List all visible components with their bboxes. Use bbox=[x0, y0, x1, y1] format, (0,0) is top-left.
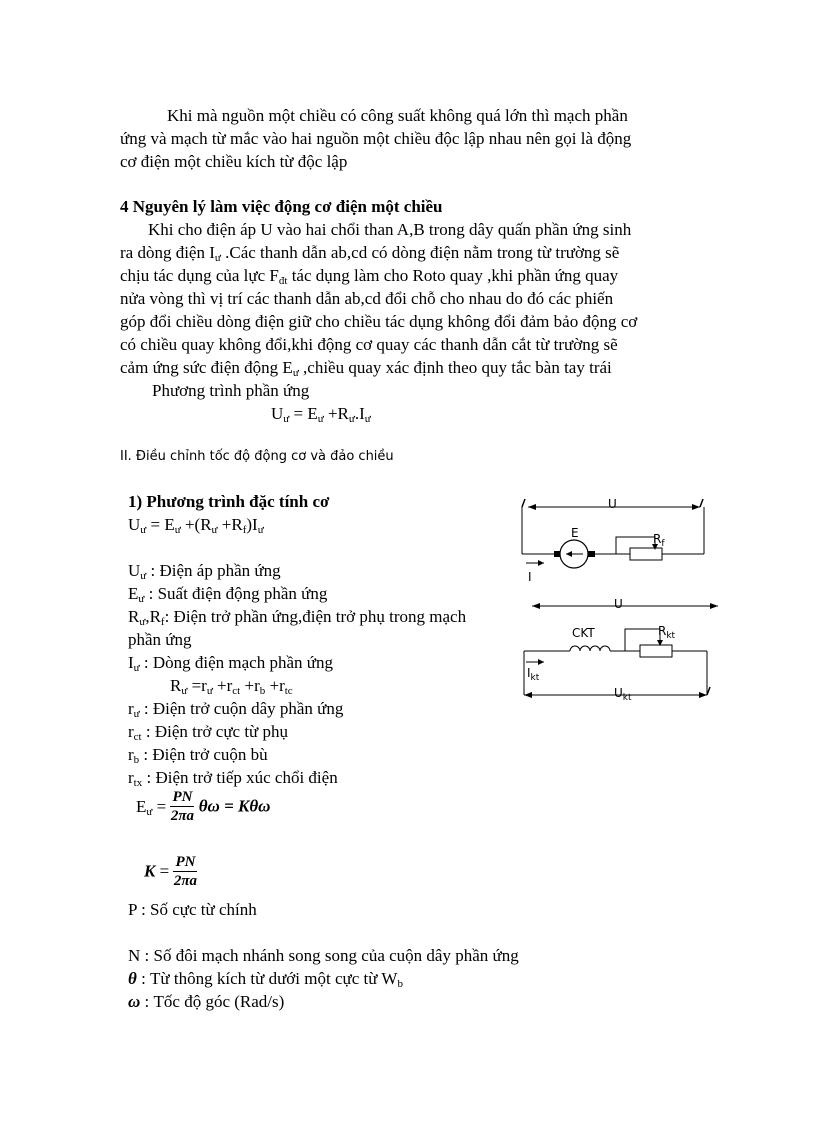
s4-line-7: cảm ứng sức điện động $E_ư$ ,chiều quay xác định theo quy tắc bàn tay trái bbox=[120, 358, 612, 379]
def-e: $E_ư$ : Suất điện động phần ứng bbox=[128, 584, 328, 605]
def-rct: $r_{ct}$ : Điện trở cực từ phụ bbox=[128, 722, 289, 743]
rf-resistor bbox=[630, 548, 662, 560]
s4-line-4: nửa vòng thì vị trí các thanh dẫn ab,cd đổi chỗ cho nhau do đó các phiến bbox=[120, 289, 614, 308]
intro-line-1: Khi mà nguồn một chiều có công suất không quá lớn thì mạch phần bbox=[167, 106, 628, 125]
emf-formula: $E_ư$ = $\frac{PN}{2\pi a}$ θω = Kθω bbox=[136, 789, 271, 824]
rf-label: $R_f$ bbox=[653, 532, 665, 549]
intro-line-2: ứng và mạch từ mắc vào hai nguồn một chiều độc lập nhau nên gọi là động bbox=[120, 129, 632, 148]
emf-label: E bbox=[571, 526, 579, 540]
def-u: $U_ư$ : Điện áp phần ứng bbox=[128, 561, 281, 582]
def-p: P : Số cực từ chính bbox=[128, 900, 257, 919]
ikt-label: $I_{kt}$ bbox=[527, 666, 540, 683]
def-n: N : Số đôi mạch nhánh song song của cuộn dây phần ứng bbox=[128, 946, 519, 965]
ckt-label: CKT bbox=[572, 626, 595, 640]
s4-line-2: ra dòng điện $I_ư$ .Các thanh dẫn ab,cd có dòng điện nằm trong từ trường sẽ bbox=[120, 243, 620, 264]
s4-line-6: có chiều quay không đổi,khi động cơ quay các thanh dẫn cắt từ trường sẽ bbox=[120, 335, 618, 354]
rkt-resistor bbox=[640, 645, 672, 657]
def-i: $I_ư$ : Dòng điện mạch phần ứng bbox=[128, 653, 333, 674]
def-rb: $r_b$ : Điện trở cuộn bù bbox=[128, 745, 268, 766]
ukt-label: $U_{kt}$ bbox=[614, 686, 632, 703]
def-theta: θ : Từ thông kích từ dưới một cực từ $W_b$ bbox=[128, 969, 403, 990]
armature-equation: $U_ư = E_ư +R_ư.I_ư$ bbox=[271, 404, 371, 425]
section4-heading: 4 Nguyên lý làm việc động cơ điện một chiều bbox=[120, 197, 443, 216]
field-coil-icon bbox=[570, 646, 610, 651]
def-ru: $r_ư$ : Điện trở cuộn dây phần ứng bbox=[128, 699, 344, 720]
motor-circuit-diagram bbox=[510, 495, 725, 710]
brush-right bbox=[588, 551, 595, 557]
def-omega: ω : Tốc độ góc (Rad/s) bbox=[128, 992, 285, 1011]
mech-equation: $U_ư = E_ư +(R_ư +R_f)I_ư$ bbox=[128, 515, 264, 536]
s4-line-1: Khi cho điện áp U vào hai chổi than A,B trong dây quấn phần ứng sinh bbox=[148, 220, 632, 239]
rkt-label: $R_{kt}$ bbox=[658, 624, 676, 641]
def-r-cont: phần ứng bbox=[128, 630, 192, 649]
s4-line-5: góp đổi chiều dòng điện giữ cho chiều tác dụng không đổi đảm bảo động cơ bbox=[120, 312, 638, 331]
voltage-label: U bbox=[608, 497, 617, 511]
s4-line-3: chịu tác dụng của lực $F_{đt}$ tác dụng làm cho Roto quay ,khi phần ứng quay bbox=[120, 266, 619, 287]
subsection1-heading: 1) Phương trình đặc tính cơ bbox=[128, 492, 330, 511]
section2-heading: II. Điều chỉnh tốc độ động cơ và đảo chiều bbox=[120, 449, 394, 464]
def-r: $R_ư,R_f$: Điện trở phần ứng,điện trở phụ trong mạch bbox=[128, 607, 467, 628]
current-label: I bbox=[528, 570, 532, 584]
intro-line-3: cơ điện một chiều kích từ độc lập bbox=[120, 152, 348, 171]
def-rtx: $r_{tx}$ : Điện trở tiếp xúc chổi điện bbox=[128, 768, 338, 789]
voltage-2-label: U bbox=[614, 597, 623, 611]
k-formula: K = $\frac{PN}{2\pi a}$ bbox=[144, 854, 198, 889]
resistance-sum: $R_ư =r_ư +r_{ct} +r_b +r_{tc}$ bbox=[170, 676, 293, 697]
s4-line-8: Phương trình phần ứng bbox=[152, 381, 310, 400]
